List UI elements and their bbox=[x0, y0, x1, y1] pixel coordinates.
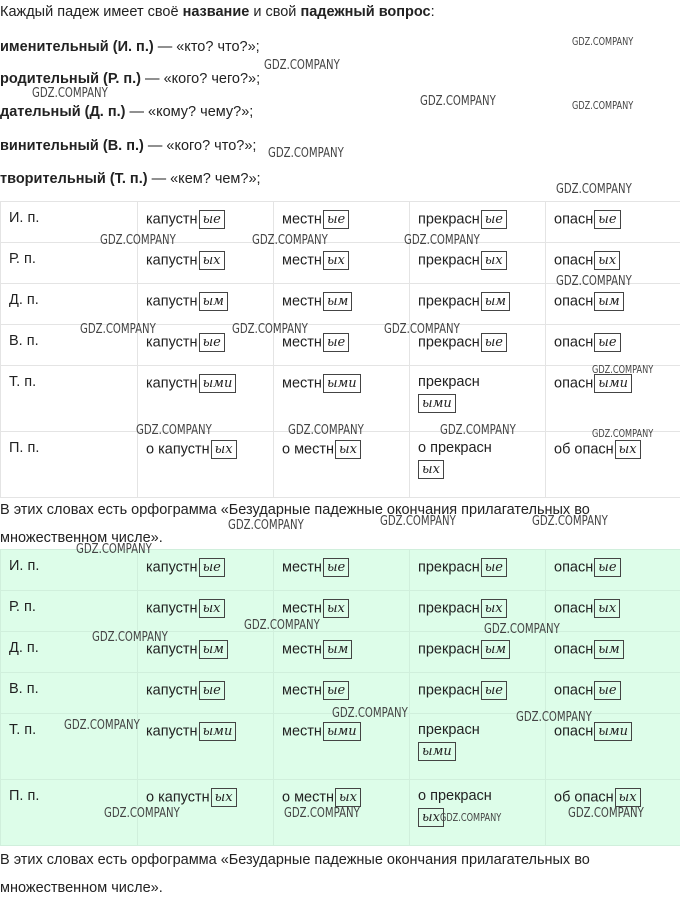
word-cell: прекрасн ых bbox=[410, 591, 546, 632]
word-cell: опасн ыми bbox=[546, 714, 680, 780]
ending-box: ым bbox=[199, 292, 228, 311]
ending-box: ые bbox=[481, 210, 507, 229]
ending-box: ые bbox=[481, 558, 507, 577]
case-question: — «кому? чему?»; bbox=[125, 104, 253, 120]
ending-box: ых bbox=[481, 251, 507, 270]
ending-box: ых bbox=[418, 808, 444, 827]
table-row bbox=[1, 591, 680, 632]
ending-box: ыми bbox=[199, 722, 237, 741]
word-cell: местн ые bbox=[274, 202, 410, 243]
ending-box: ые bbox=[594, 558, 620, 577]
word-cell: опасн ым bbox=[546, 632, 680, 673]
word-cell: капустн ые bbox=[138, 325, 274, 366]
watermark: GDZ.COMPANY bbox=[288, 423, 364, 438]
intro-colon: : bbox=[431, 4, 435, 20]
word-cell: опасн ые bbox=[546, 202, 680, 243]
case-cell: Р. п. bbox=[1, 591, 138, 632]
word-cell: местн ых bbox=[274, 243, 410, 284]
ending-box: ыми bbox=[594, 374, 632, 393]
watermark: GDZ.COMPANY bbox=[80, 322, 156, 337]
ending-box: ые bbox=[323, 681, 349, 700]
word-cell: прекрасн ыми bbox=[410, 714, 546, 780]
intro-line bbox=[0, 4, 435, 20]
watermark: GDZ.COMPANY bbox=[572, 36, 633, 48]
watermark: GDZ.COMPANY bbox=[264, 58, 340, 73]
ending-box: ые bbox=[199, 333, 225, 352]
case-cell: Т. п. bbox=[1, 366, 138, 432]
watermark: GDZ.COMPANY bbox=[592, 364, 653, 376]
word-cell: местн ыми bbox=[274, 366, 410, 432]
watermark: GDZ.COMPANY bbox=[32, 86, 108, 101]
word-cell: капустн ым bbox=[138, 632, 274, 673]
word-cell: местн ые bbox=[274, 325, 410, 366]
word-cell: капустн ыми bbox=[138, 714, 274, 780]
case-question: — «кто? что?»; bbox=[154, 39, 260, 55]
word-cell: о местн ых bbox=[274, 780, 410, 846]
case-cell: В. п. bbox=[1, 325, 138, 366]
ending-box: ые bbox=[199, 558, 225, 577]
ending-box: ые bbox=[481, 333, 507, 352]
watermark: GDZ.COMPANY bbox=[404, 233, 480, 248]
case-cell: Д. п. bbox=[1, 632, 138, 673]
word-cell: об опасн ых bbox=[546, 780, 680, 846]
watermark: GDZ.COMPANY bbox=[100, 233, 176, 248]
watermark: GDZ.COMPANY bbox=[384, 322, 460, 337]
ending-box: ых bbox=[199, 599, 225, 618]
watermark: GDZ.COMPANY bbox=[516, 710, 592, 725]
word-cell: местн ыми bbox=[274, 714, 410, 780]
ending-box: ые bbox=[594, 210, 620, 229]
intro-bold-question: падежный вопрос bbox=[300, 4, 430, 20]
case-cell: П. п. bbox=[1, 780, 138, 846]
case-name: винительный (В. п.) bbox=[0, 138, 144, 154]
case-question: — «кого? чего?»; bbox=[141, 71, 260, 87]
watermark: GDZ.COMPANY bbox=[420, 94, 496, 109]
ending-box: ых bbox=[594, 599, 620, 618]
ending-box: ым bbox=[594, 292, 623, 311]
word-cell: прекрасн ым bbox=[410, 632, 546, 673]
word-cell: опасн ым bbox=[546, 284, 680, 325]
case-item-instrumental bbox=[0, 171, 261, 187]
ending-box: ых bbox=[211, 440, 237, 459]
case-name: дательный (Д. п.) bbox=[0, 104, 125, 120]
ending-box: ых bbox=[418, 460, 444, 479]
word-cell: местн ые bbox=[274, 550, 410, 591]
ending-box: ые bbox=[323, 210, 349, 229]
ending-box: ых bbox=[481, 599, 507, 618]
case-cell: Р. п. bbox=[1, 243, 138, 284]
ending-box: ые bbox=[199, 210, 225, 229]
case-question: — «кого? что?»; bbox=[144, 138, 257, 154]
word-cell: прекрасн ые bbox=[410, 550, 546, 591]
case-name: родительный (Р. п.) bbox=[0, 71, 141, 87]
watermark: GDZ.COMPANY bbox=[268, 146, 344, 161]
watermark: GDZ.COMPANY bbox=[556, 182, 632, 197]
word-cell: прекрасн ые bbox=[410, 673, 546, 714]
ending-box: ыми bbox=[199, 374, 237, 393]
watermark: GDZ.COMPANY bbox=[572, 100, 633, 112]
word-cell: местн ым bbox=[274, 632, 410, 673]
case-item-dative bbox=[0, 104, 253, 120]
case-item-genitive bbox=[0, 71, 260, 87]
watermark: GDZ.COMPANY bbox=[136, 423, 212, 438]
ending-box: ым bbox=[199, 640, 228, 659]
word-cell: прекрасн ыми bbox=[410, 366, 546, 432]
table-row bbox=[1, 432, 680, 498]
word-cell: капустн ые bbox=[138, 550, 274, 591]
word-cell: прекрасн ые bbox=[410, 202, 546, 243]
watermark: GDZ.COMPANY bbox=[440, 423, 516, 438]
watermark: GDZ.COMPANY bbox=[484, 622, 560, 637]
word-cell: местн ым bbox=[274, 284, 410, 325]
word-cell: опасн ыми bbox=[546, 366, 680, 432]
orthogram-note: В этих словах есть орфограмма «Безударные падежные окончания прилагательных во множественном числе». bbox=[0, 496, 675, 552]
word-cell: о капустн ых bbox=[138, 432, 274, 498]
watermark: GDZ.COMPANY bbox=[440, 812, 501, 824]
case-item-accusative bbox=[0, 138, 256, 154]
word-cell: прекрасн ым bbox=[410, 284, 546, 325]
ending-box: ых bbox=[594, 251, 620, 270]
ending-box: ых bbox=[323, 251, 349, 270]
watermark: GDZ.COMPANY bbox=[244, 618, 320, 633]
table-row bbox=[1, 284, 680, 325]
word-cell: о местн ых bbox=[274, 432, 410, 498]
word-cell: капустн ые bbox=[138, 202, 274, 243]
ending-box: ые bbox=[323, 333, 349, 352]
word-cell: местн ых bbox=[274, 591, 410, 632]
watermark: GDZ.COMPANY bbox=[380, 514, 456, 529]
ending-box: ыми bbox=[594, 722, 632, 741]
watermark: GDZ.COMPANY bbox=[64, 718, 140, 733]
word-cell: опасн ые bbox=[546, 550, 680, 591]
ending-box: ые bbox=[594, 333, 620, 352]
intro-bold-name: название bbox=[183, 4, 250, 20]
case-item-nominative bbox=[0, 39, 260, 55]
case-cell: В. п. bbox=[1, 673, 138, 714]
watermark: GDZ.COMPANY bbox=[556, 274, 632, 289]
word-cell: опасн ые bbox=[546, 325, 680, 366]
word-cell: капустн ых bbox=[138, 591, 274, 632]
ending-box: ых bbox=[335, 788, 361, 807]
intro-text-mid: и свой bbox=[249, 4, 300, 20]
ending-box: ые bbox=[481, 681, 507, 700]
ending-box: ым bbox=[323, 640, 352, 659]
case-cell: П. п. bbox=[1, 432, 138, 498]
word-cell: капустн ыми bbox=[138, 366, 274, 432]
ending-box: ыми bbox=[323, 722, 361, 741]
watermark: GDZ.COMPANY bbox=[76, 542, 152, 557]
word-cell: местн ые bbox=[274, 673, 410, 714]
case-cell: И. п. bbox=[1, 202, 138, 243]
word-cell: опасн ых bbox=[546, 243, 680, 284]
case-cell: Т. п. bbox=[1, 714, 138, 780]
word-cell: о прекрасн ых bbox=[410, 432, 546, 498]
watermark: GDZ.COMPANY bbox=[232, 322, 308, 337]
ending-box: ым bbox=[323, 292, 352, 311]
word-cell: прекрасн ых bbox=[410, 243, 546, 284]
watermark: GDZ.COMPANY bbox=[284, 806, 360, 821]
ending-box: ым bbox=[481, 640, 510, 659]
ending-box: ыми bbox=[418, 394, 456, 413]
ending-box: ыми bbox=[323, 374, 361, 393]
case-question: — «кем? чем?»; bbox=[148, 171, 261, 187]
ending-box: ые bbox=[323, 558, 349, 577]
ending-box: ых bbox=[199, 251, 225, 270]
case-cell: И. п. bbox=[1, 550, 138, 591]
endings-table-highlighted bbox=[0, 549, 680, 846]
word-cell: капустн ым bbox=[138, 284, 274, 325]
watermark: GDZ.COMPANY bbox=[92, 630, 168, 645]
case-name: творительный (Т. п.) bbox=[0, 171, 148, 187]
ending-box: ых bbox=[323, 599, 349, 618]
word-cell: опасн ые bbox=[546, 673, 680, 714]
intro-text: Каждый падеж имеет своё bbox=[0, 4, 183, 20]
ending-box: ых bbox=[615, 788, 641, 807]
table-row bbox=[1, 366, 680, 432]
word-cell: об опасн ых bbox=[546, 432, 680, 498]
word-cell: о прекрасн ых bbox=[410, 780, 546, 846]
watermark: GDZ.COMPANY bbox=[332, 706, 408, 721]
watermark: GDZ.COMPANY bbox=[252, 233, 328, 248]
ending-box: ым bbox=[481, 292, 510, 311]
orthogram-note: В этих словах есть орфограмма «Безударные падежные окончания прилагательных во множественном числе». bbox=[0, 846, 675, 902]
ending-box: ые bbox=[594, 681, 620, 700]
watermark: GDZ.COMPANY bbox=[104, 806, 180, 821]
word-cell: прекрасн ые bbox=[410, 325, 546, 366]
word-cell: опасн ых bbox=[546, 591, 680, 632]
ending-box: ых bbox=[211, 788, 237, 807]
ending-box: ыми bbox=[418, 742, 456, 761]
word-cell: капустн ые bbox=[138, 673, 274, 714]
watermark: GDZ.COMPANY bbox=[592, 428, 653, 440]
ending-box: ым bbox=[594, 640, 623, 659]
ending-box: ых bbox=[335, 440, 361, 459]
ending-box: ые bbox=[199, 681, 225, 700]
case-name: именительный (И. п.) bbox=[0, 39, 154, 55]
watermark: GDZ.COMPANY bbox=[532, 514, 608, 529]
ending-box: ых bbox=[615, 440, 641, 459]
watermark: GDZ.COMPANY bbox=[568, 806, 644, 821]
word-cell: капустн ых bbox=[138, 243, 274, 284]
watermark: GDZ.COMPANY bbox=[228, 518, 304, 533]
case-cell: Д. п. bbox=[1, 284, 138, 325]
word-cell: о капустн ых bbox=[138, 780, 274, 846]
